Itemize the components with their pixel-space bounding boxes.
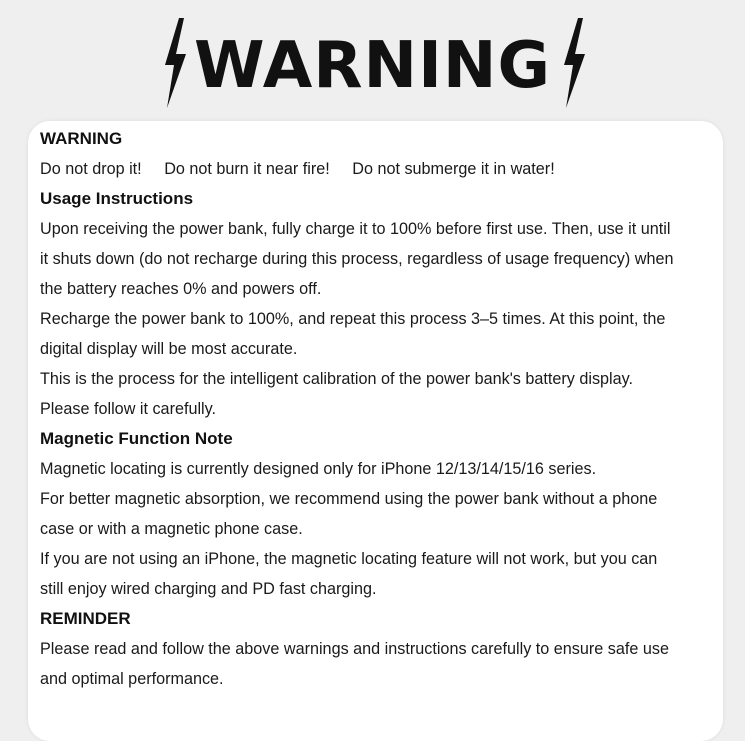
warning-heading: WARNING — [40, 129, 123, 148]
warning-item: Do not drop it! — [40, 160, 142, 178]
usage-heading: Usage Instructions — [40, 189, 194, 208]
magnetic-line: If you are not using an iPhone, the magnetic locating feature will not work, but you can — [40, 550, 658, 568]
magnetic-line: still enjoy wired charging and PD fast charging. — [40, 580, 377, 598]
magnetic-line: case or with a magnetic phone case. — [40, 520, 303, 538]
header — [0, 0, 745, 120]
warning-item: Do not submerge it in water! — [352, 160, 555, 178]
warning-item: Do not burn it near fire! — [164, 160, 330, 178]
magnetic-line: Magnetic locating is currently designed only for iPhone 12/13/14/15/16 series. — [40, 460, 597, 478]
usage-line: Recharge the power bank to 100%, and repeat this process 3–5 times. At this point, the — [40, 310, 666, 328]
instructions-content — [40, 124, 720, 694]
usage-line: Please follow it carefully. — [40, 400, 217, 418]
usage-line: it shuts down (do not recharge during this process, regardless of usage frequency) when — [40, 250, 674, 268]
page-title: WARNING — [194, 29, 551, 103]
reminder-line: and optimal performance. — [40, 670, 224, 688]
magnetic-line: For better magnetic absorption, we recommend using the power bank without a phone — [40, 490, 658, 508]
lightning-bolt-icon — [561, 18, 587, 108]
usage-line: This is the process for the intelligent calibration of the power bank's battery display. — [40, 370, 634, 388]
warning-items — [40, 154, 720, 184]
usage-line: Upon receiving the power bank, fully charge it to 100% before first use. Then, use it until — [40, 220, 671, 238]
magnetic-heading: Magnetic Function Note — [40, 429, 233, 448]
reminder-line: Please read and follow the above warnings and instructions carefully to ensure safe use — [40, 640, 669, 658]
usage-line: the battery reaches 0% and powers off. — [40, 280, 322, 298]
usage-line: digital display will be most accurate. — [40, 340, 298, 358]
reminder-heading: REMINDER — [40, 609, 131, 628]
